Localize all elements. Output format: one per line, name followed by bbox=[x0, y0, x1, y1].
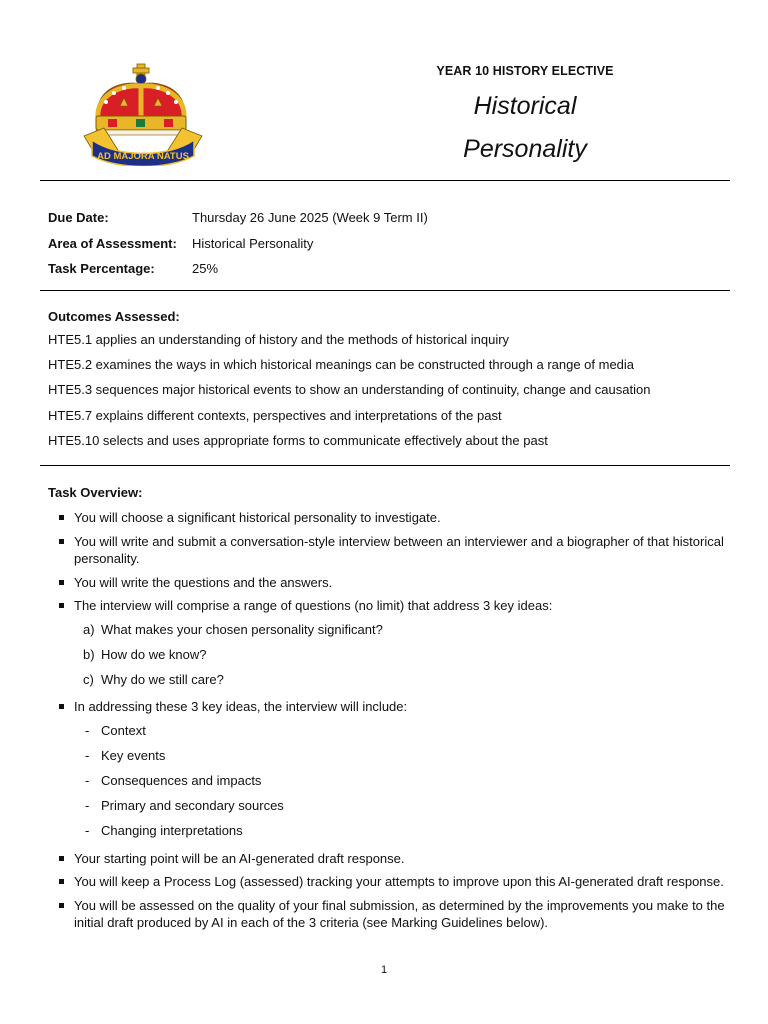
bullet-text: You will keep a Process Log (assessed) tracking your attempts to improve upon this AI-generated draft response. bbox=[74, 874, 724, 889]
info-row-percentage bbox=[48, 256, 428, 282]
list-text: Changing interpretations bbox=[101, 823, 243, 839]
title-line-2: Personality bbox=[463, 135, 587, 163]
bullet-text: Your starting point will be an AI-generated draft response. bbox=[74, 850, 405, 866]
info-row-due-date bbox=[48, 205, 428, 231]
bullet-icon bbox=[48, 597, 74, 615]
key-ideas-list bbox=[48, 617, 728, 693]
bullet-text: You will be assessed on the quality of your final submission, as determined by the improvements you make to the initial draft produced by AI in each of the 3 criteria (see Marking Guidelines below). bbox=[74, 897, 725, 930]
overview-bullet bbox=[48, 509, 728, 527]
outcomes-title: Outcomes Assessed: bbox=[48, 309, 180, 324]
bullet-text: The interview will comprise a range of questions (no limit) that address 3 key ideas: bbox=[74, 598, 553, 613]
overview-bullet bbox=[48, 873, 728, 891]
title-line-1: Historical bbox=[473, 92, 577, 120]
info-label: Task Percentage: bbox=[48, 261, 155, 277]
key-idea-item bbox=[83, 617, 728, 642]
overview-bullet bbox=[48, 850, 728, 868]
crown-crest-icon bbox=[78, 62, 208, 166]
list-label: a) bbox=[83, 621, 95, 637]
list-label: - bbox=[85, 722, 90, 738]
page-title bbox=[420, 85, 630, 171]
bullet-text: You will write the questions and the answers. bbox=[74, 574, 333, 590]
info-label: Due Date: bbox=[48, 210, 109, 226]
list-label: - bbox=[85, 823, 90, 839]
list-text: Primary and secondary sources bbox=[101, 798, 284, 814]
list-text: Context bbox=[101, 722, 146, 738]
overview-title: Task Overview: bbox=[48, 485, 143, 500]
list-label: - bbox=[85, 798, 90, 814]
outcome-item: HTE5.10 selects and uses appropriate forms to communicate effectively about the past bbox=[48, 432, 548, 448]
outcome-item: HTE5.1 applies an understanding of history and the methods of historical inquiry bbox=[48, 332, 510, 347]
outcomes-section bbox=[48, 307, 650, 453]
list-label: b) bbox=[83, 646, 95, 662]
list-text: Consequences and impacts bbox=[101, 772, 262, 788]
list-text: Key events bbox=[101, 747, 166, 763]
bullet-icon bbox=[48, 850, 74, 868]
bullet-icon bbox=[48, 897, 74, 915]
include-item bbox=[85, 793, 728, 818]
page-number: 1 bbox=[380, 964, 388, 976]
include-item bbox=[85, 718, 728, 743]
header-title-block bbox=[420, 64, 630, 171]
include-item bbox=[85, 818, 728, 843]
info-value: Thursday 26 June 2025 (Week 9 Term II) bbox=[192, 210, 428, 226]
list-label: - bbox=[85, 747, 90, 763]
outcome-item: HTE5.7 explains different contexts, perspectives and interpretations of the past bbox=[48, 407, 502, 423]
divider bbox=[40, 465, 730, 466]
include-item bbox=[85, 743, 728, 768]
bullet-text: You will write and submit a conversation-style interview between an interviewer and a biographer of that historical personality. bbox=[74, 533, 724, 566]
include-item bbox=[85, 768, 728, 793]
info-value: Historical Personality bbox=[192, 235, 314, 251]
includes-list bbox=[48, 718, 728, 844]
overview-bullet bbox=[48, 698, 728, 716]
list-label: - bbox=[85, 772, 90, 788]
overview-bullet bbox=[48, 533, 728, 568]
overview-bullet bbox=[48, 597, 728, 615]
key-idea-item bbox=[83, 642, 728, 667]
list-text: Why do we still care? bbox=[101, 671, 224, 687]
list-text: What makes your chosen personality significant? bbox=[101, 621, 383, 637]
bullet-icon bbox=[48, 698, 74, 716]
bullet-text: You will choose a significant historical personality to investigate. bbox=[74, 510, 441, 525]
bullet-icon bbox=[48, 574, 74, 592]
key-idea-item bbox=[83, 667, 728, 692]
bullet-icon bbox=[48, 873, 74, 891]
info-label: Area of Assessment: bbox=[48, 235, 177, 251]
bullet-icon bbox=[48, 509, 74, 527]
list-text: How do we know? bbox=[101, 646, 207, 662]
info-row-area bbox=[48, 231, 428, 257]
bullet-icon bbox=[48, 533, 74, 551]
overview-bullet bbox=[48, 574, 728, 592]
info-value: 25% bbox=[192, 261, 219, 277]
assessment-info bbox=[48, 205, 428, 282]
outcome-item: HTE5.2 examines the ways in which historical meanings can be constructed through a range of media bbox=[48, 357, 635, 373]
logo-motto: AD MAJORA NATUS bbox=[97, 151, 189, 162]
task-overview-section bbox=[48, 483, 728, 932]
subject-heading: YEAR 10 HISTORY ELECTIVE bbox=[436, 64, 614, 78]
bullet-text: In addressing these 3 key ideas, the interview will include: bbox=[74, 699, 408, 715]
outcome-item: HTE5.3 sequences major historical events to show an understanding of continuity, change and causation bbox=[48, 382, 651, 398]
list-label: c) bbox=[83, 671, 94, 687]
divider bbox=[40, 290, 730, 291]
divider bbox=[40, 180, 730, 181]
overview-bullet bbox=[48, 897, 728, 932]
